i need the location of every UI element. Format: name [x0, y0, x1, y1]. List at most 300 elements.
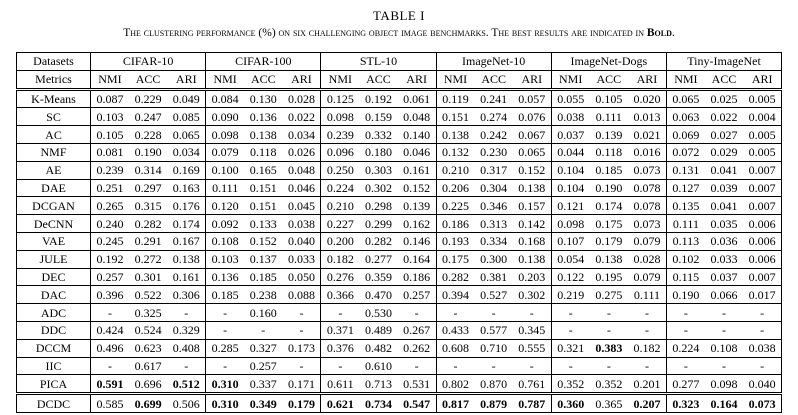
score-cell: 0.623 — [129, 339, 167, 357]
score-cell: 0.035 — [705, 215, 743, 233]
score-cell: 0.433 — [436, 321, 474, 339]
score-cell: 0.111 — [590, 108, 628, 126]
score-cell: 0.227 — [321, 215, 359, 233]
score-cell: 0.383 — [590, 339, 628, 357]
score-cell: 0.165 — [244, 161, 282, 179]
score-cell: - — [743, 304, 781, 322]
table-row — [17, 339, 782, 357]
score-cell: 0.152 — [398, 179, 436, 197]
score-cell: 0.041 — [705, 197, 743, 215]
score-cell: 0.026 — [282, 143, 320, 161]
score-cell: 0.098 — [551, 215, 589, 233]
score-cell: 0.007 — [743, 179, 781, 197]
score-cell: 0.310 — [206, 394, 244, 413]
score-cell: 0.306 — [167, 286, 205, 304]
score-cell: 0.299 — [359, 215, 397, 233]
score-cell: 0.138 — [167, 250, 205, 268]
score-cell: 0.245 — [91, 232, 129, 250]
score-cell: 0.301 — [129, 268, 167, 286]
score-cell: 0.224 — [321, 179, 359, 197]
method-name-cell: DeCNN — [17, 215, 91, 233]
score-cell: - — [321, 304, 359, 322]
table-row — [17, 394, 782, 413]
score-cell: 0.302 — [513, 286, 551, 304]
score-cell: 0.192 — [91, 250, 129, 268]
score-cell: 0.036 — [705, 232, 743, 250]
score-cell: 0.044 — [551, 143, 589, 161]
score-cell: - — [590, 357, 628, 375]
score-cell: 0.298 — [359, 197, 397, 215]
score-cell: 0.171 — [282, 375, 320, 394]
score-cell: 0.139 — [590, 126, 628, 144]
score-cell: 0.257 — [244, 357, 282, 375]
score-cell: 0.005 — [743, 143, 781, 161]
score-cell: 0.203 — [513, 268, 551, 286]
score-cell: 0.470 — [359, 286, 397, 304]
score-cell: 0.065 — [666, 89, 704, 108]
score-cell: 0.530 — [359, 304, 397, 322]
method-name-cell: DDC — [17, 321, 91, 339]
score-cell: 0.021 — [628, 126, 666, 144]
score-cell: 0.066 — [705, 286, 743, 304]
score-cell: 0.029 — [705, 143, 743, 161]
score-cell: 0.274 — [474, 108, 512, 126]
score-cell: 0.360 — [551, 394, 589, 413]
score-cell: - — [705, 304, 743, 322]
score-cell: 0.007 — [743, 197, 781, 215]
score-cell: 0.138 — [436, 126, 474, 144]
score-cell: 0.250 — [321, 161, 359, 179]
score-cell: 0.118 — [244, 143, 282, 161]
score-cell: - — [167, 304, 205, 322]
score-cell: 0.006 — [743, 250, 781, 268]
score-cell: 0.108 — [705, 339, 743, 357]
score-cell: 0.130 — [244, 89, 282, 108]
score-cell: 0.133 — [244, 215, 282, 233]
score-cell: 0.219 — [551, 286, 589, 304]
score-cell: 0.262 — [398, 339, 436, 357]
score-cell: 0.138 — [513, 179, 551, 197]
score-cell: 0.151 — [244, 197, 282, 215]
score-cell: 0.103 — [91, 108, 129, 126]
score-cell: 0.346 — [474, 197, 512, 215]
score-cell: 0.161 — [167, 268, 205, 286]
score-cell: 0.352 — [590, 375, 628, 394]
score-cell: 0.033 — [282, 250, 320, 268]
score-cell: 0.022 — [282, 108, 320, 126]
table-row — [17, 161, 782, 179]
score-cell: 0.140 — [398, 126, 436, 144]
score-cell: - — [590, 321, 628, 339]
score-cell: 0.164 — [710, 396, 738, 411]
score-cell: 0.531 — [398, 375, 436, 394]
table-row — [17, 143, 782, 161]
score-cell: 0.228 — [129, 126, 167, 144]
score-cell: 0.304 — [474, 179, 512, 197]
score-cell: 0.192 — [359, 89, 397, 108]
score-cell: 0.302 — [359, 179, 397, 197]
score-cell: 0.366 — [321, 286, 359, 304]
score-cell: 0.238 — [244, 286, 282, 304]
score-cell: 0.242 — [474, 126, 512, 144]
score-cell: 0.186 — [436, 215, 474, 233]
score-cell: 0.038 — [551, 108, 589, 126]
score-cell: - — [206, 304, 244, 322]
score-cell: 0.040 — [282, 232, 320, 250]
datasets-header-cell: Datasets — [17, 53, 91, 71]
table-title: TABLE I — [373, 8, 425, 23]
score-cell: 0.394 — [436, 286, 474, 304]
score-cell: 0.710 — [474, 339, 512, 357]
score-cell: 0.359 — [359, 268, 397, 286]
score-cell: 0.152 — [244, 232, 282, 250]
score-cell: - — [513, 357, 551, 375]
score-cell: 0.007 — [743, 268, 781, 286]
score-cell: 0.168 — [513, 232, 551, 250]
score-cell: 0.084 — [206, 89, 244, 108]
metric-header-nmi: NMI — [666, 70, 704, 89]
score-cell: 0.151 — [436, 108, 474, 126]
score-cell: 0.028 — [282, 89, 320, 108]
score-cell: 0.111 — [666, 215, 704, 233]
score-cell: 0.078 — [628, 179, 666, 197]
score-cell: 0.323 — [666, 394, 704, 413]
score-cell: 0.190 — [666, 286, 704, 304]
score-cell: - — [91, 357, 129, 375]
score-cell: 0.257 — [398, 286, 436, 304]
score-cell: 0.300 — [474, 250, 512, 268]
score-cell: 0.621 — [321, 394, 359, 413]
score-cell: 0.527 — [474, 286, 512, 304]
score-cell: 0.224 — [666, 339, 704, 357]
metric-header-nmi: NMI — [206, 70, 244, 89]
metric-header-acc: ACC — [705, 70, 743, 89]
metric-header-nmi: NMI — [551, 70, 589, 89]
score-cell: 0.085 — [167, 108, 205, 126]
score-cell: 0.136 — [244, 108, 282, 126]
score-cell: 0.120 — [206, 197, 244, 215]
score-cell: 0.005 — [743, 126, 781, 144]
method-name-cell: DAC — [17, 286, 91, 304]
score-cell: 0.802 — [436, 375, 474, 394]
method-name-cell: K-Means — [17, 89, 91, 108]
score-cell: 0.591 — [91, 375, 129, 394]
score-cell: 0.239 — [321, 126, 359, 144]
results-table — [16, 52, 782, 413]
dataset-header-stl-10: STL-10 — [321, 53, 436, 71]
score-cell: 0.142 — [513, 215, 551, 233]
score-cell: 0.200 — [321, 232, 359, 250]
table-row — [17, 286, 782, 304]
dataset-header-row — [17, 53, 782, 71]
score-cell: 0.045 — [282, 197, 320, 215]
score-cell: 0.131 — [666, 161, 704, 179]
score-cell: - — [628, 357, 666, 375]
score-cell: 0.329 — [167, 321, 205, 339]
score-cell: 0.079 — [628, 268, 666, 286]
score-cell: 0.169 — [167, 161, 205, 179]
score-cell: - — [551, 321, 589, 339]
score-cell: 0.151 — [244, 179, 282, 197]
metric-header-ari: ARI — [743, 70, 781, 89]
score-cell: 0.105 — [590, 89, 628, 108]
metric-header-ari: ARI — [628, 70, 666, 89]
table-row — [17, 268, 782, 286]
score-cell: 0.048 — [282, 161, 320, 179]
score-cell: 0.146 — [398, 232, 436, 250]
score-cell: 0.098 — [705, 375, 743, 394]
table-row — [17, 108, 782, 126]
score-cell: 0.079 — [628, 232, 666, 250]
score-cell: 0.079 — [206, 143, 244, 161]
score-cell: 0.132 — [436, 143, 474, 161]
score-cell: 0.020 — [628, 89, 666, 108]
score-cell: - — [666, 357, 704, 375]
score-cell: 0.352 — [551, 375, 589, 394]
score-cell: 0.046 — [282, 179, 320, 197]
method-name-cell: VAE — [17, 232, 91, 250]
score-cell: 0.371 — [321, 321, 359, 339]
score-cell: 0.376 — [321, 339, 359, 357]
score-cell: 0.337 — [244, 375, 282, 394]
score-cell: 0.291 — [129, 232, 167, 250]
score-cell: 0.317 — [474, 161, 512, 179]
score-cell: 0.027 — [705, 126, 743, 144]
score-cell: - — [398, 304, 436, 322]
score-cell: 0.054 — [551, 250, 589, 268]
score-cell: 0.107 — [551, 232, 589, 250]
method-name-cell: SC — [17, 108, 91, 126]
metric-header-nmi: NMI — [91, 70, 129, 89]
score-cell: 0.180 — [359, 143, 397, 161]
score-cell: 0.314 — [129, 161, 167, 179]
score-cell: 0.185 — [206, 286, 244, 304]
score-cell: 0.108 — [206, 232, 244, 250]
results-table-body — [17, 89, 782, 412]
score-cell: - — [743, 321, 781, 339]
score-cell: 0.577 — [474, 321, 512, 339]
score-cell: 0.125 — [321, 89, 359, 108]
score-cell: - — [436, 357, 474, 375]
score-cell: 0.555 — [513, 339, 551, 357]
score-cell: 0.349 — [249, 396, 277, 411]
dataset-header-tiny-imagenet: Tiny-ImageNet — [666, 53, 781, 71]
score-cell: 0.092 — [206, 215, 244, 233]
metric-header-ari: ARI — [398, 70, 436, 89]
score-cell: 0.111 — [206, 179, 244, 197]
dataset-header-imagenet-dogs: ImageNet-Dogs — [551, 53, 666, 71]
score-cell: 0.408 — [167, 339, 205, 357]
score-cell: 0.090 — [206, 108, 244, 126]
score-cell: 0.206 — [436, 179, 474, 197]
score-cell: 0.138 — [590, 250, 628, 268]
metric-header-acc: ACC — [590, 70, 628, 89]
score-cell: 0.122 — [551, 268, 589, 286]
score-cell: 0.321 — [551, 339, 589, 357]
metric-header-nmi: NMI — [436, 70, 474, 89]
score-cell: 0.013 — [628, 108, 666, 126]
score-cell: 0.102 — [666, 250, 704, 268]
score-cell: 0.164 — [398, 250, 436, 268]
score-cell: - — [282, 357, 320, 375]
score-cell: - — [282, 304, 320, 322]
score-cell: 0.190 — [129, 143, 167, 161]
dataset-header-cifar-100: CIFAR-100 — [206, 53, 321, 71]
score-cell: 0.088 — [282, 286, 320, 304]
score-cell: - — [436, 304, 474, 322]
metrics-header-cell: Metrics — [17, 70, 91, 89]
score-cell: 0.285 — [206, 339, 244, 357]
method-name-cell: JULE — [17, 250, 91, 268]
score-cell: - — [666, 304, 704, 322]
score-cell: 0.522 — [129, 286, 167, 304]
score-cell: 0.100 — [206, 161, 244, 179]
score-cell: 0.310 — [206, 375, 244, 394]
results-table-container — [16, 52, 782, 413]
score-cell: 0.608 — [436, 339, 474, 357]
score-cell: - — [398, 357, 436, 375]
score-cell: 0.277 — [666, 375, 704, 394]
score-cell: 0.787 — [518, 396, 546, 411]
score-cell: 0.424 — [91, 321, 129, 339]
caption-text: The clustering performance (%) on six challenging object image benchmarks. The best results are indicated in — [123, 27, 647, 39]
score-cell: 0.167 — [167, 232, 205, 250]
score-cell: 0.163 — [167, 179, 205, 197]
score-cell: 0.048 — [398, 108, 436, 126]
score-cell: - — [666, 321, 704, 339]
score-cell: - — [743, 357, 781, 375]
score-cell: 0.272 — [129, 250, 167, 268]
score-cell: 0.113 — [666, 232, 704, 250]
score-cell: 0.175 — [436, 250, 474, 268]
score-cell: - — [513, 304, 551, 322]
score-cell: 0.022 — [705, 108, 743, 126]
score-cell: 0.282 — [129, 215, 167, 233]
score-cell: - — [705, 321, 743, 339]
score-cell: 0.137 — [244, 250, 282, 268]
table-row — [17, 232, 782, 250]
score-cell: 0.210 — [436, 161, 474, 179]
score-cell: 0.034 — [167, 143, 205, 161]
score-cell: 0.547 — [403, 396, 431, 411]
score-cell: 0.038 — [282, 215, 320, 233]
score-cell: 0.182 — [321, 250, 359, 268]
score-cell: 0.119 — [436, 89, 474, 108]
score-cell: 0.699 — [134, 396, 162, 411]
score-cell: 0.193 — [436, 232, 474, 250]
score-cell: 0.524 — [129, 321, 167, 339]
score-cell: 0.332 — [359, 126, 397, 144]
score-cell: 0.247 — [129, 108, 167, 126]
metric-header-row — [17, 70, 782, 89]
score-cell: 0.067 — [513, 126, 551, 144]
score-cell: 0.118 — [590, 143, 628, 161]
score-cell: 0.297 — [129, 179, 167, 197]
score-cell: 0.879 — [480, 396, 508, 411]
score-cell: - — [628, 304, 666, 322]
score-cell: 0.489 — [359, 321, 397, 339]
table-row — [17, 89, 782, 108]
score-cell: 0.210 — [321, 197, 359, 215]
score-cell: - — [590, 304, 628, 322]
table-caption — [0, 0, 798, 41]
score-cell: - — [551, 304, 589, 322]
score-cell: 0.327 — [244, 339, 282, 357]
score-cell: 0.111 — [628, 286, 666, 304]
score-cell: 0.506 — [172, 396, 200, 411]
score-cell: 0.055 — [551, 89, 589, 108]
score-cell: 0.282 — [436, 268, 474, 286]
score-cell: 0.115 — [666, 268, 704, 286]
score-cell: 0.179 — [590, 232, 628, 250]
score-cell: 0.073 — [628, 161, 666, 179]
score-cell: 0.174 — [590, 197, 628, 215]
method-name-cell: DCGAN — [17, 197, 91, 215]
score-cell: 0.039 — [705, 179, 743, 197]
score-cell: 0.239 — [91, 161, 129, 179]
score-cell: 0.034 — [282, 126, 320, 144]
caption-bold-word: Bold — [646, 27, 672, 39]
score-cell: 0.078 — [628, 197, 666, 215]
metric-header-acc: ACC — [244, 70, 282, 89]
score-cell: 0.365 — [595, 396, 623, 411]
score-cell: 0.325 — [129, 304, 167, 322]
metric-header-ari: ARI — [167, 70, 205, 89]
score-cell: - — [167, 357, 205, 375]
score-cell: 0.063 — [666, 108, 704, 126]
score-cell: 0.104 — [551, 161, 589, 179]
score-cell: 0.230 — [474, 143, 512, 161]
score-cell: 0.061 — [398, 89, 436, 108]
metric-header-ari: ARI — [282, 70, 320, 89]
score-cell: 0.381 — [474, 268, 512, 286]
score-cell: 0.277 — [359, 250, 397, 268]
score-cell: 0.065 — [167, 126, 205, 144]
method-name-cell: NMF — [17, 143, 91, 161]
score-cell: 0.265 — [91, 197, 129, 215]
dataset-header-cifar-10: CIFAR-10 — [91, 53, 206, 71]
table-row — [17, 375, 782, 394]
score-cell: 0.190 — [590, 179, 628, 197]
score-cell: - — [551, 357, 589, 375]
score-cell: 0.251 — [91, 179, 129, 197]
score-cell: 0.040 — [743, 375, 781, 394]
score-cell: 0.139 — [398, 197, 436, 215]
metric-header-acc: ACC — [474, 70, 512, 89]
score-cell: 0.004 — [743, 108, 781, 126]
metric-header-ari: ARI — [513, 70, 551, 89]
score-cell: 0.037 — [551, 126, 589, 144]
score-cell: 0.713 — [359, 375, 397, 394]
score-cell: 0.072 — [666, 143, 704, 161]
score-cell: 0.160 — [244, 304, 282, 322]
score-cell: 0.761 — [513, 375, 551, 394]
score-cell: - — [244, 321, 282, 339]
score-cell: 0.303 — [359, 161, 397, 179]
score-cell: 0.496 — [91, 339, 129, 357]
score-cell: 0.138 — [513, 250, 551, 268]
method-name-cell: PICA — [17, 375, 91, 394]
score-cell: 0.096 — [321, 143, 359, 161]
score-cell: 0.610 — [359, 357, 397, 375]
score-cell: 0.313 — [474, 215, 512, 233]
score-cell: 0.049 — [167, 89, 205, 108]
score-cell: 0.162 — [398, 215, 436, 233]
score-cell: 0.025 — [705, 89, 743, 108]
score-cell: 0.136 — [206, 268, 244, 286]
score-cell: - — [282, 321, 320, 339]
score-cell: 0.073 — [748, 396, 776, 411]
